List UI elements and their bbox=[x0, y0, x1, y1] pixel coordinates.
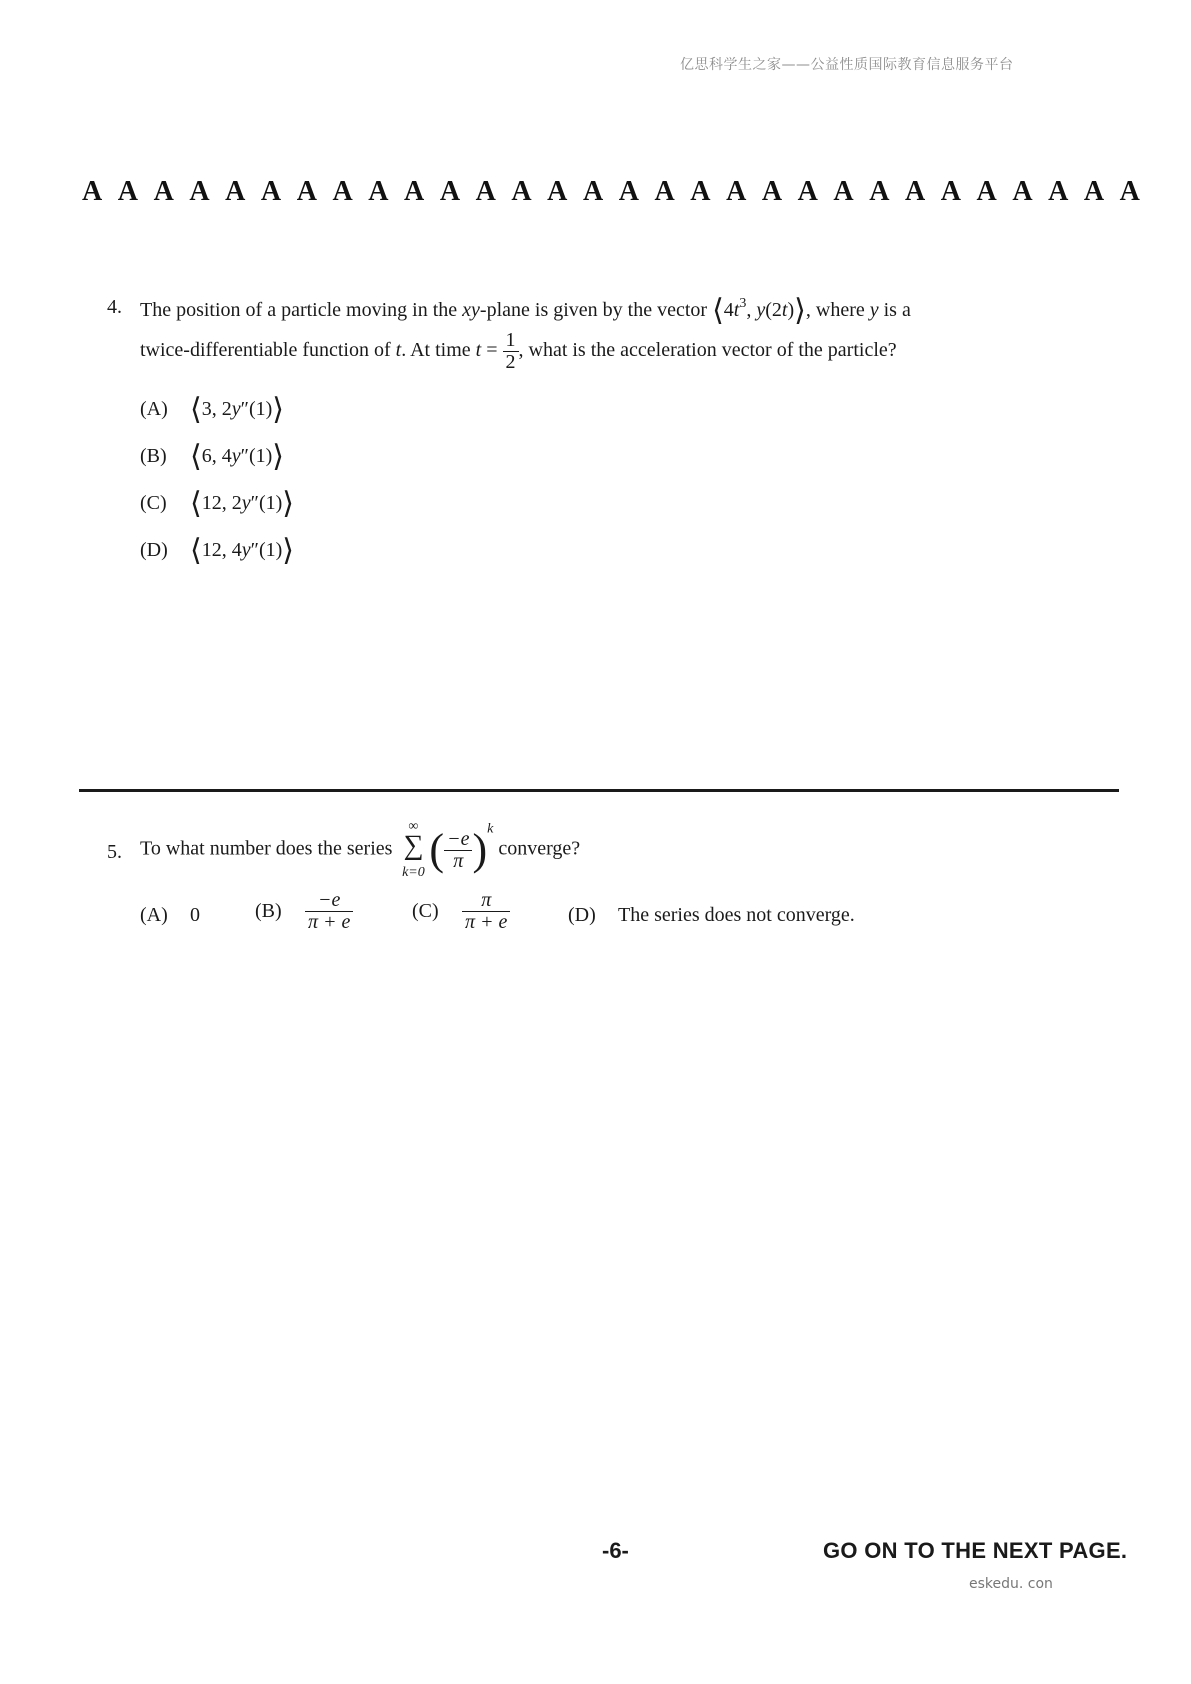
q5-inner-fraction bbox=[444, 829, 472, 872]
section-letter: A bbox=[260, 176, 282, 207]
section-letter: A bbox=[189, 176, 210, 207]
choice-part: 3, 2 bbox=[201, 398, 232, 420]
choice-part: ″(1) bbox=[240, 398, 273, 420]
choice-label: (A) bbox=[140, 398, 168, 420]
q5-text-part: To what number does the series bbox=[140, 837, 398, 860]
section-letter: A bbox=[1048, 176, 1069, 207]
q4-text-part: , where bbox=[805, 299, 870, 321]
header-watermark: 亿思科学生之家——公益性质国际教育信息服务平台 bbox=[680, 57, 1014, 73]
choice-label: (B) bbox=[140, 445, 167, 467]
q4-number: 4. bbox=[107, 296, 122, 318]
section-letter: A bbox=[582, 176, 604, 207]
fraction-numerator: π bbox=[462, 890, 510, 912]
fraction-denominator: π bbox=[453, 849, 464, 872]
choice-value: 0 bbox=[190, 904, 200, 926]
q4-text-part: = bbox=[481, 339, 503, 362]
section-letter: A bbox=[475, 176, 496, 207]
choice-part: 12, 2 bbox=[201, 492, 242, 514]
choice-label: (C) bbox=[412, 900, 439, 922]
q4-time-fraction bbox=[503, 330, 519, 373]
choice-fraction bbox=[462, 890, 510, 933]
q4-text-part: The position of a particle moving in the bbox=[140, 299, 463, 321]
choice-label: (B) bbox=[255, 900, 282, 922]
section-letter: A bbox=[511, 176, 532, 207]
section-letter: A bbox=[368, 176, 389, 207]
choice-part: ″(1) bbox=[250, 539, 283, 561]
choice-label: (C) bbox=[140, 492, 167, 514]
left-angle-bracket: ⟨ bbox=[190, 393, 202, 426]
left-angle-bracket: ⟨ bbox=[190, 487, 202, 520]
choice-label: (A) bbox=[140, 904, 168, 926]
page-number: -6- bbox=[602, 1538, 629, 1563]
section-a-banner bbox=[82, 176, 1140, 208]
section-letter: A bbox=[153, 176, 174, 207]
choice-part: 12, 4 bbox=[201, 539, 242, 561]
section-letter: A bbox=[690, 176, 711, 207]
section-letter: A bbox=[547, 176, 568, 207]
q4-text-part: xy bbox=[462, 299, 480, 321]
fraction-denominator: π + e bbox=[465, 911, 508, 933]
section-letter: A bbox=[296, 176, 317, 207]
section-letter: A bbox=[654, 176, 675, 207]
right-angle-bracket: ⟩ bbox=[282, 487, 294, 520]
q4-text-part: t bbox=[475, 339, 482, 362]
q5-choice-c[interactable] bbox=[412, 890, 510, 933]
choice-part: y bbox=[241, 492, 251, 514]
q5-number: 5. bbox=[107, 841, 122, 863]
choice-part: y bbox=[241, 539, 251, 561]
q4-text-part: y bbox=[869, 299, 879, 321]
section-letter: A bbox=[869, 176, 890, 207]
section-divider bbox=[79, 789, 1119, 792]
q4-text-part: , what is the acceleration vector of the particle? bbox=[518, 339, 897, 362]
section-letter: A bbox=[797, 176, 818, 207]
sum-upper-limit: ∞ bbox=[408, 819, 419, 834]
right-angle-bracket: ⟩ bbox=[272, 440, 284, 473]
section-letter: A bbox=[1083, 176, 1105, 207]
choice-part: 6, 4 bbox=[201, 445, 232, 467]
q4-line1 bbox=[140, 296, 911, 326]
q4-choice-a[interactable] bbox=[140, 392, 284, 427]
right-angle-bracket: ⟩ bbox=[794, 294, 806, 327]
q4-vec-part: t bbox=[781, 299, 788, 321]
next-page-note: GO ON TO THE NEXT PAGE. bbox=[823, 1538, 1128, 1563]
left-angle-bracket: ⟨ bbox=[712, 294, 724, 327]
choice-label: (D) bbox=[568, 904, 596, 926]
section-letter: A bbox=[1119, 176, 1140, 207]
sum-lower-limit: k=0 bbox=[402, 865, 425, 880]
section-letter: A bbox=[82, 176, 103, 207]
q4-text-part: -plane is given by the vector bbox=[479, 299, 713, 321]
footer-watermark: eskedu. con bbox=[969, 1576, 1053, 1592]
choice-part: y bbox=[231, 398, 241, 420]
q5-text-part: converge? bbox=[493, 837, 581, 860]
choice-part: y bbox=[231, 445, 241, 467]
choice-fraction bbox=[305, 890, 353, 933]
section-letter: A bbox=[761, 176, 783, 207]
section-letter: A bbox=[117, 176, 139, 207]
q5-power: k bbox=[487, 821, 494, 837]
q5-prompt bbox=[140, 820, 580, 880]
left-angle-bracket: ⟨ bbox=[190, 534, 202, 567]
q4-text-part: . At time bbox=[401, 339, 476, 362]
q5-choice-d[interactable] bbox=[568, 904, 855, 927]
fraction-numerator: −e bbox=[305, 890, 353, 912]
choice-label: (D) bbox=[140, 539, 168, 561]
right-angle-bracket: ⟩ bbox=[272, 393, 284, 426]
q4-text-part: t bbox=[395, 339, 402, 362]
section-letter: A bbox=[976, 176, 997, 207]
section-letter: A bbox=[904, 176, 926, 207]
choice-value: The series does not converge. bbox=[618, 904, 855, 926]
fraction-numerator: −e bbox=[444, 829, 472, 851]
choice-part: ″(1) bbox=[250, 492, 283, 514]
section-letter: A bbox=[225, 176, 246, 207]
section-letter: A bbox=[332, 176, 353, 207]
q5-choice-a[interactable] bbox=[140, 904, 200, 927]
left-paren: ( bbox=[429, 825, 445, 874]
q4-vec-part: ) bbox=[787, 299, 795, 321]
q4-vec-part: (2 bbox=[765, 299, 782, 321]
q5-choice-b[interactable] bbox=[255, 890, 353, 933]
fraction-denominator: π + e bbox=[308, 911, 351, 933]
section-letter: A bbox=[726, 176, 747, 207]
q4-vec-part: 4 bbox=[723, 299, 734, 321]
q4-vec-part: y bbox=[756, 299, 766, 321]
q4-vec-part: t bbox=[733, 299, 740, 321]
q4-choice-d[interactable] bbox=[140, 533, 294, 568]
section-letter: A bbox=[404, 176, 425, 207]
fraction-numerator: 1 bbox=[503, 330, 519, 352]
section-letter: A bbox=[833, 176, 854, 207]
right-angle-bracket: ⟩ bbox=[282, 534, 294, 567]
q4-choice-b[interactable] bbox=[140, 439, 284, 474]
q4-vec-exponent: 3 bbox=[739, 296, 747, 311]
q4-choice-c[interactable] bbox=[140, 486, 294, 521]
section-letter: A bbox=[618, 176, 639, 207]
q4-text-part: twice-differentiable function of bbox=[140, 339, 396, 362]
choice-part: ″(1) bbox=[240, 445, 273, 467]
sigma-glyph: ∑ bbox=[403, 830, 424, 861]
q4-vec-part: , bbox=[746, 299, 757, 321]
section-letter: A bbox=[1012, 176, 1033, 207]
summation-symbol bbox=[397, 820, 429, 880]
q4-line2 bbox=[140, 330, 897, 373]
q4-text-part: is a bbox=[878, 299, 911, 321]
fraction-denominator: 2 bbox=[505, 351, 516, 373]
left-angle-bracket: ⟨ bbox=[190, 440, 202, 473]
section-letter: A bbox=[940, 176, 961, 207]
right-paren: ) bbox=[472, 825, 488, 874]
section-letter: A bbox=[439, 176, 461, 207]
